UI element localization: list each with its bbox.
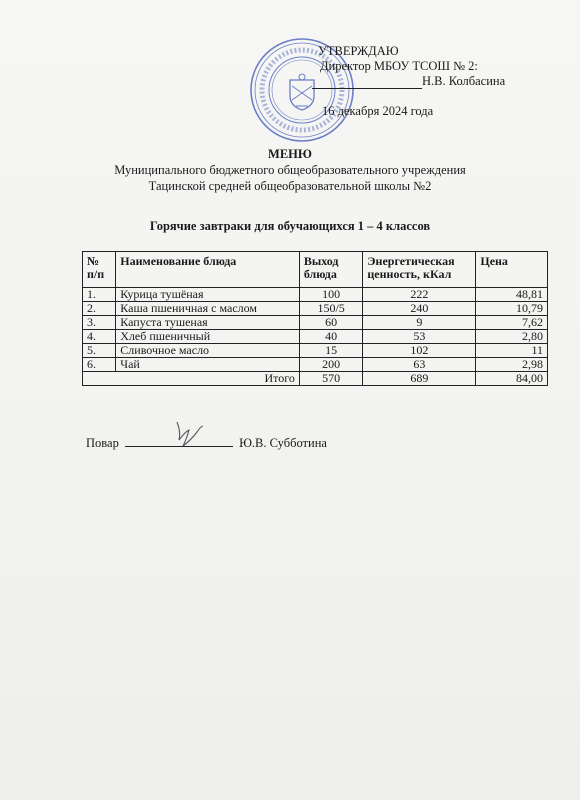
row-yield: 150/5	[299, 302, 363, 316]
director-name: Н.В. Колбасина	[422, 74, 506, 88]
row-name: Хлеб пшеничный	[116, 330, 300, 344]
row-yield: 60	[299, 316, 363, 330]
row-energy: 63	[363, 358, 476, 372]
column-header-price: Цена	[476, 252, 548, 288]
row-yield: 40	[299, 330, 363, 344]
total-yield: 570	[299, 372, 363, 386]
column-header-yield: Выход блюда	[299, 252, 363, 288]
approval-date: 16 декабря 2024 года	[322, 104, 434, 118]
table-row	[83, 330, 548, 344]
cook-signature-line	[125, 436, 233, 447]
row-energy: 9	[363, 316, 476, 330]
column-header-name: Наименование блюда	[116, 252, 300, 288]
row-energy: 222	[363, 288, 476, 302]
table-row	[83, 358, 548, 372]
row-yield: 15	[299, 344, 363, 358]
table-row	[83, 302, 548, 316]
director-signature-line	[312, 88, 422, 89]
table-row	[83, 288, 548, 302]
row-energy: 240	[363, 302, 476, 316]
row-num: 1.	[83, 288, 116, 302]
table-row	[83, 316, 548, 330]
row-price: 2,98	[476, 358, 548, 372]
row-yield: 100	[299, 288, 363, 302]
row-num: 2.	[83, 302, 116, 316]
cook-signature-block	[86, 436, 327, 451]
total-price: 84,00	[476, 372, 548, 386]
row-energy: 102	[363, 344, 476, 358]
row-name: Курица тушёная	[116, 288, 300, 302]
table-row	[83, 344, 548, 358]
handwritten-signature	[169, 414, 209, 450]
row-name: Сливочное масло	[116, 344, 300, 358]
row-price: 2,80	[476, 330, 548, 344]
row-num: 5.	[83, 344, 116, 358]
organization-line-2: Тацинской средней общеобразовательной школы №2	[148, 179, 432, 193]
approval-title: УТВЕРЖДАЮ	[318, 44, 399, 58]
row-price: 7,62	[476, 316, 548, 330]
row-price: 11	[476, 344, 548, 358]
menu-table	[82, 251, 548, 386]
row-name: Капуста тушеная	[116, 316, 300, 330]
approval-position: Директор МБОУ ТСОШ № 2:	[320, 59, 478, 73]
row-name: Чай	[116, 358, 300, 372]
table-total-row	[83, 372, 548, 386]
organization-line-1: Муниципального бюджетного общеобразовательного учреждения	[114, 163, 466, 177]
row-num: 3.	[83, 316, 116, 330]
cook-name: Ю.В. Субботина	[239, 436, 327, 450]
row-name: Каша пшеничная с маслом	[116, 302, 300, 316]
row-price: 10,79	[476, 302, 548, 316]
column-header-energy: Энергетическая ценность, кКал	[363, 252, 476, 288]
table-header-row	[83, 252, 548, 288]
menu-subtitle: Горячие завтраки для обучающихся 1 – 4 классов	[149, 219, 431, 233]
row-price: 48,81	[476, 288, 548, 302]
row-num: 4.	[83, 330, 116, 344]
row-yield: 200	[299, 358, 363, 372]
cook-label: Повар	[86, 436, 119, 450]
document-title: МЕНЮ	[268, 147, 312, 161]
row-num: 6.	[83, 358, 116, 372]
column-header-num: № п/п	[83, 252, 116, 288]
total-label: Итого	[83, 372, 300, 386]
row-energy: 53	[363, 330, 476, 344]
total-energy: 689	[363, 372, 476, 386]
